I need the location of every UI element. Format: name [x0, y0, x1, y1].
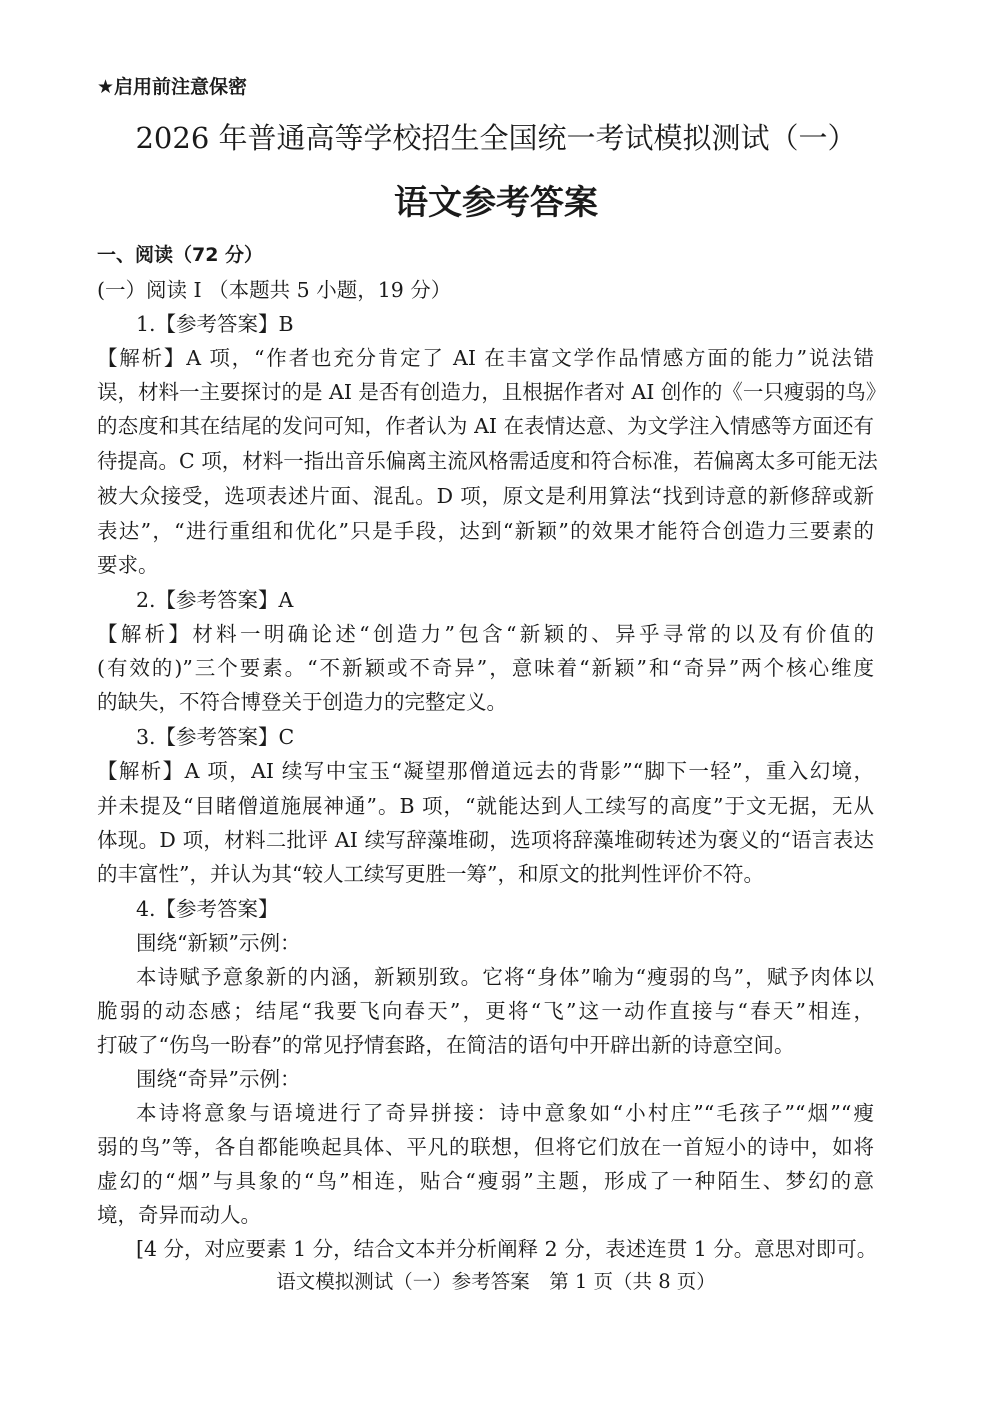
body-line: 误，材料一主要探讨的是 AI 是否有创造力，且根据作者对 AI 创作的《一只瘦弱的鸟》 — [97, 380, 887, 404]
body-line: 并未提及“目睹僧道施展神通”。B 项，“就能达到人工续写的高度”于文无据，无从 — [97, 794, 874, 818]
body-line: 的缺失，不符合博登关于创造力的完整定义。 — [97, 690, 507, 714]
document-title: 语文参考答案 — [394, 183, 598, 223]
body-line: 本诗赋予意象新的内涵，新颖别致。它将“身体”喻为“瘦弱的鸟”，赋予肉体以 — [136, 965, 874, 989]
exam-title: 2026 年普通高等学校招生全国统一考试模拟测试（一） — [135, 121, 857, 155]
body-line: 围绕“奇异”示例： — [136, 1067, 301, 1091]
body-line: 的态度和其在结尾的发问可知，作者认为 AI 在表情达意、为文学注入情感等方面还有 — [97, 414, 874, 438]
body-line: 被大众接受，选项表述片面、混乱。D 项，原文是利用算法“找到诗意的新修辞或新 — [97, 484, 874, 508]
page-footer: 语文模拟测试（一）参考答案 第 1 页（共 8 页） — [276, 1270, 716, 1293]
body-line: 境，奇异而动人。 — [97, 1203, 261, 1227]
answer-line: 2.【参考答案】A — [136, 588, 294, 612]
answer-line: 4.【参考答案】 — [136, 897, 279, 921]
subsection-heading: (一）阅读 I （本题共 5 小题，19 分） — [97, 278, 452, 302]
answer-line: 1.【参考答案】B — [136, 312, 294, 336]
body-line: 的丰富性”，并认为其“较人工续写更胜一筹”，和原文的批判性评价不符。 — [97, 862, 764, 886]
body-line: 【解析】材料一明确论述“创造力”包含“新颖的、异乎寻常的以及有价值的 — [97, 622, 874, 646]
body-line: 本诗将意象与语境进行了奇异拼接：诗中意象如“小村庄”“毛孩子”“烟”“瘦 — [136, 1101, 874, 1125]
answer-line: 3.【参考答案】C — [136, 725, 295, 749]
body-line: 脆弱的动态感；结尾“我要飞向春天”，更将“飞”这一动作直接与“春天”相连， — [97, 999, 874, 1023]
body-line: 【解析】A 项，“作者也充分肯定了 AI 在丰富文学作品情感方面的能力”说法错 — [97, 346, 874, 370]
body-line: 要求。 — [97, 553, 159, 577]
body-line: 待提高。C 项，材料一指出音乐偏离主流风格需适度和符合标准，若偏离太多可能无法 — [97, 449, 878, 473]
confidential-notice: ★启用前注意保密 — [97, 76, 248, 98]
body-line: 虚幻的“烟”与具象的“鸟”相连，贴合“瘦弱”主题，形成了一种陌生、梦幻的意 — [97, 1169, 874, 1193]
body-line: 弱的鸟”等，各自都能唤起具体、平凡的联想，但将它们放在一首短小的诗中，如将 — [97, 1135, 874, 1159]
body-line: (有效的)”三个要素。“不新颖或不奇异”，意味着“新颖”和“奇异”两个核心维度 — [97, 656, 874, 680]
scoring-note: [4 分，对应要素 1 分，结合文本并分析阐释 2 分，表述连贯 1 分。意思对即可。 — [136, 1237, 878, 1261]
body-line: 【解析】A 项，AI 续写中宝玉“凝望那僧道远去的背影”“脚下一轻”，重入幻境， — [97, 759, 874, 783]
body-line: 表达”，“进行重组和优化”只是手段，达到“新颖”的效果才能符合创造力三要素的 — [97, 519, 874, 543]
section-heading: 一、阅读（72 分） — [97, 244, 264, 266]
body-line: 体现。D 项，材料二批评 AI 续写辞藻堆砌，选项将辞藻堆砌转述为褒义的“语言表达 — [97, 828, 874, 852]
body-line: 打破了“伤鸟一盼春”的常见抒情套路，在简洁的语句中开辟出新的诗意空间。 — [97, 1033, 795, 1057]
body-line: 围绕“新颖”示例： — [136, 931, 301, 955]
